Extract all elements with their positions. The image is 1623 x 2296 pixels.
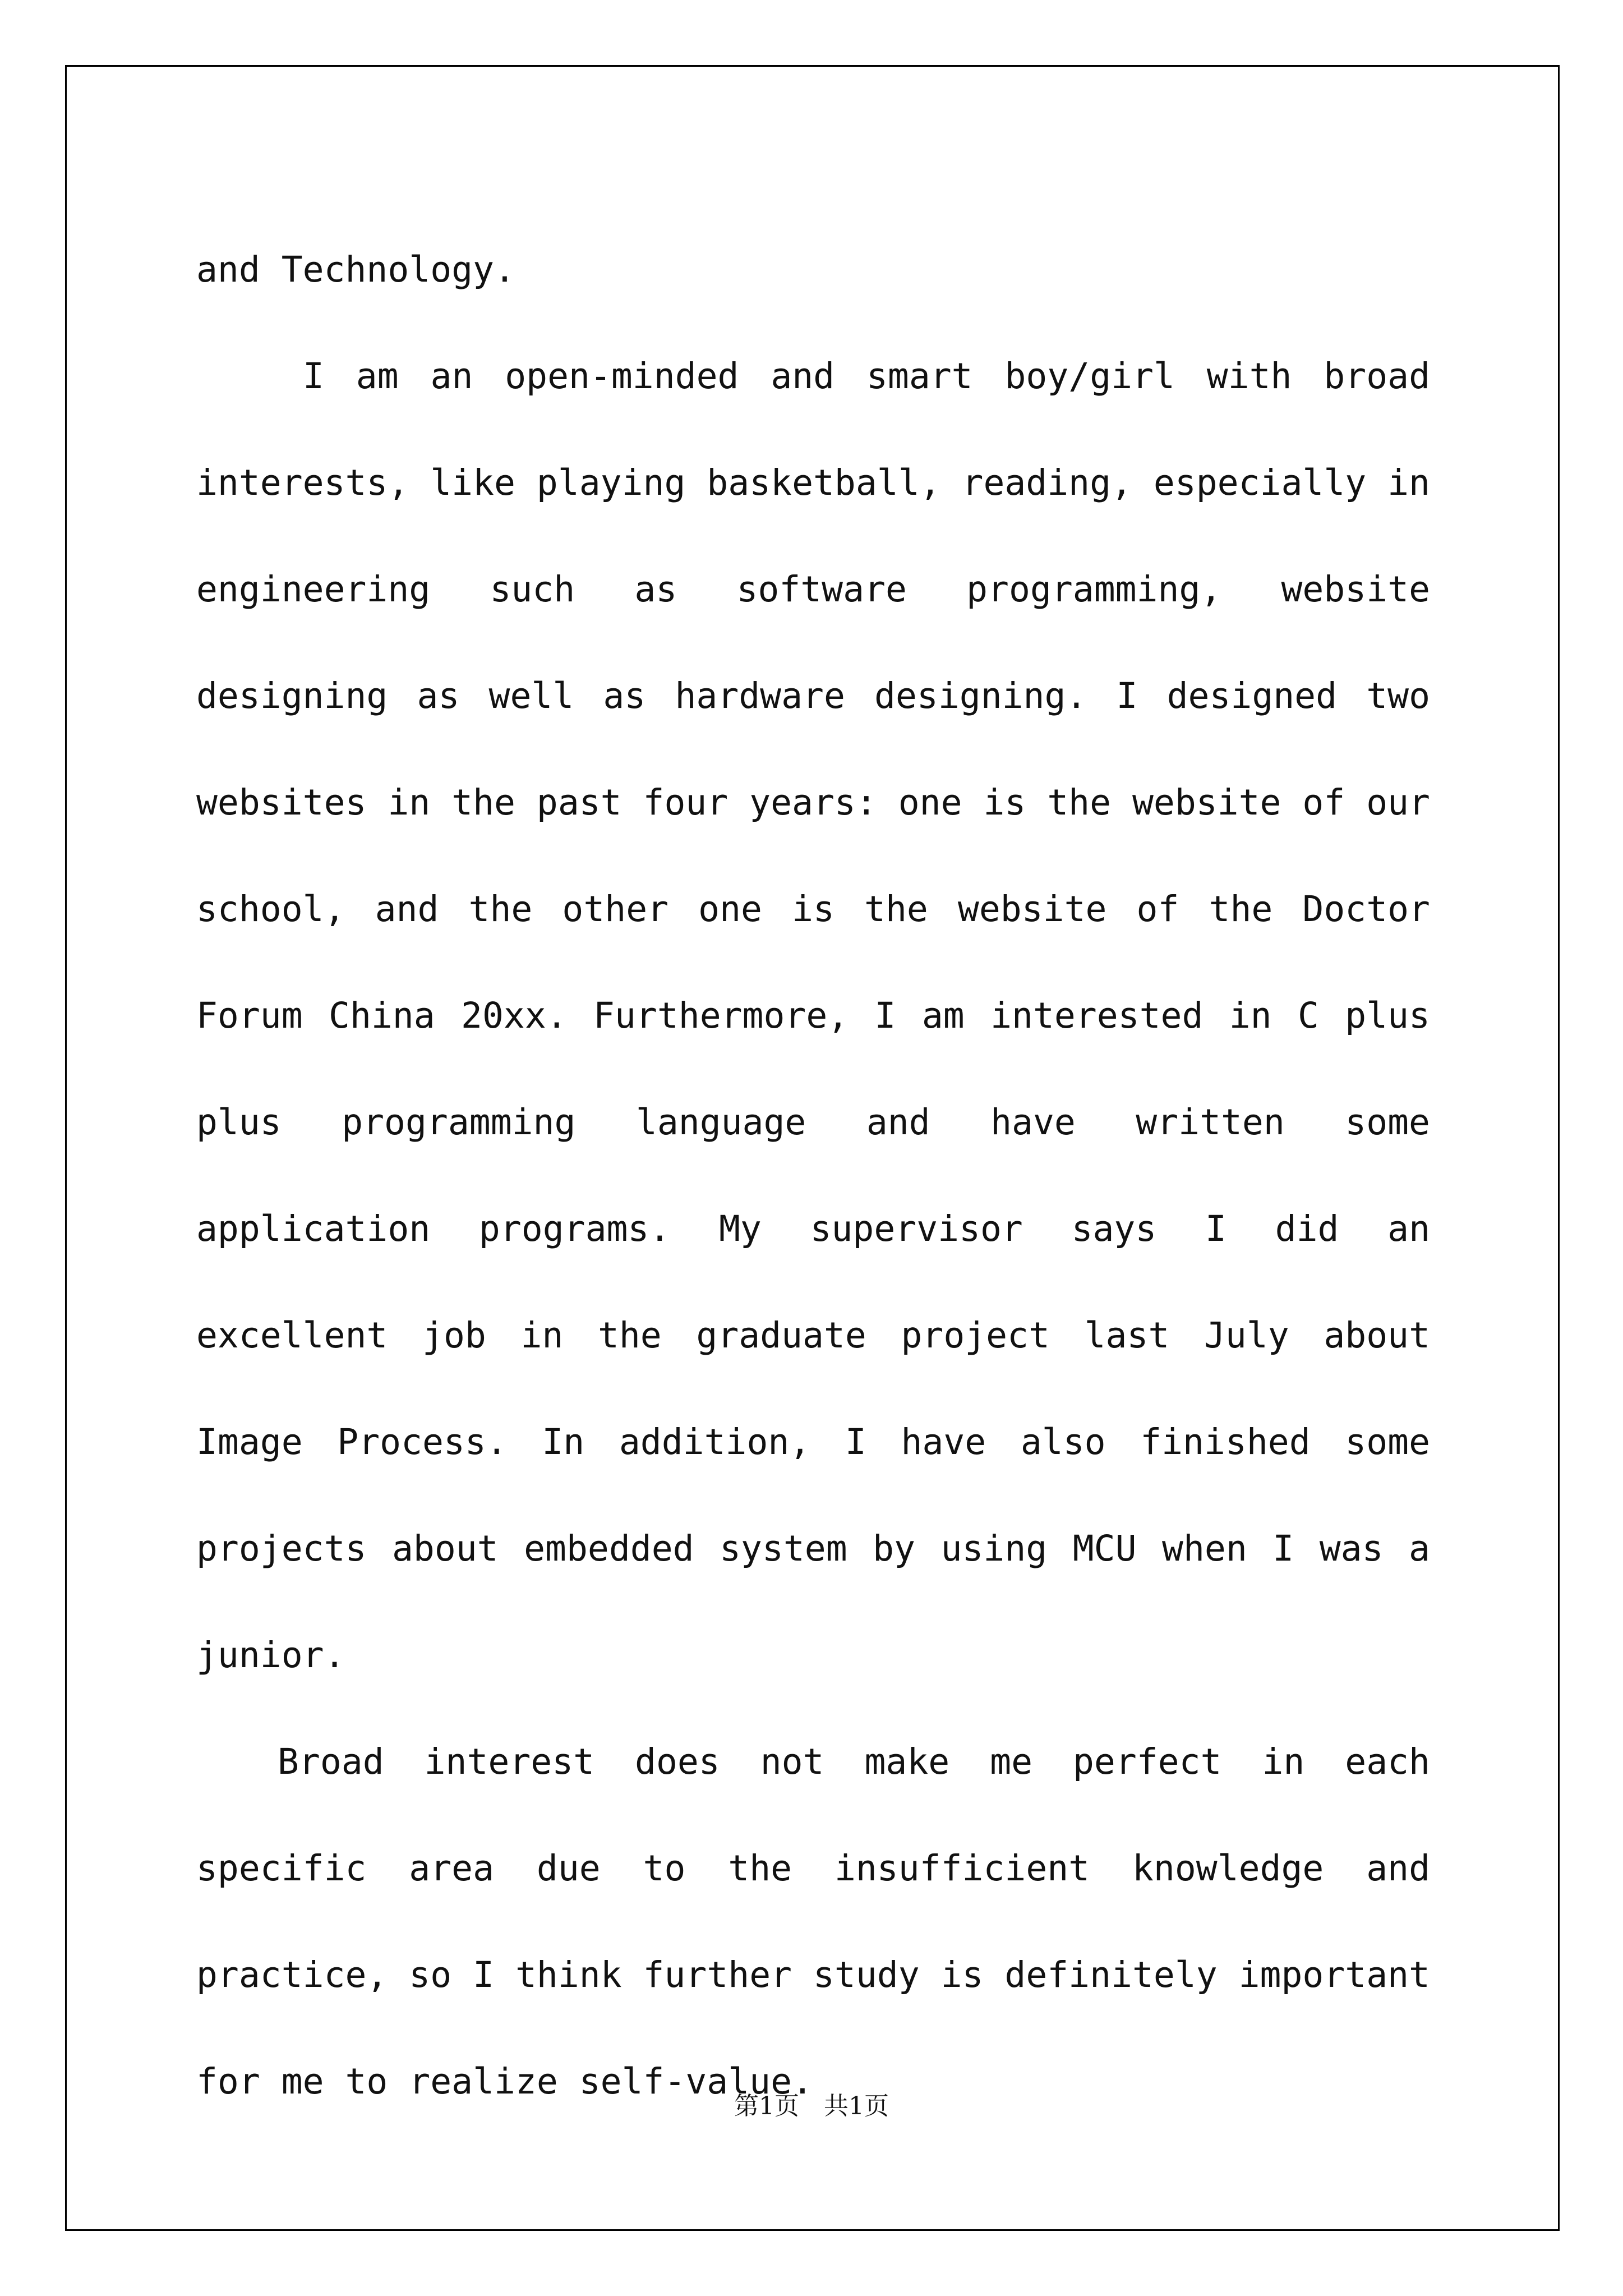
page-footer: 第1页 共1页 [734, 2092, 889, 2120]
paragraph-2: I am an open-minded and smart boy/girl with broad interests, like playing basketball, reading, especially in engineering such as software programming, website designing as well as hardware designing. I designed two websites in the past four years: one is the website of our school, and the other one is the website of the Doctor Forum China 20xx. Furthermore, I am interested in C plus plus programming language and have written some application programs. My supervisor says I did an excellent job in the graduate project last July about Image Process. In addition, I have also finished some projects about embedded system by using MCU when I was a junior. [196, 356, 1430, 1676]
document-body [196, 217, 1430, 2135]
paragraph-1: and Technology. [196, 249, 515, 290]
paragraph-3: Broad interest does not make me perfect in each specific area due to the insufficient knowledge and practice, so I think further study is definitely important for me to realize self-value. [196, 1741, 1430, 2102]
